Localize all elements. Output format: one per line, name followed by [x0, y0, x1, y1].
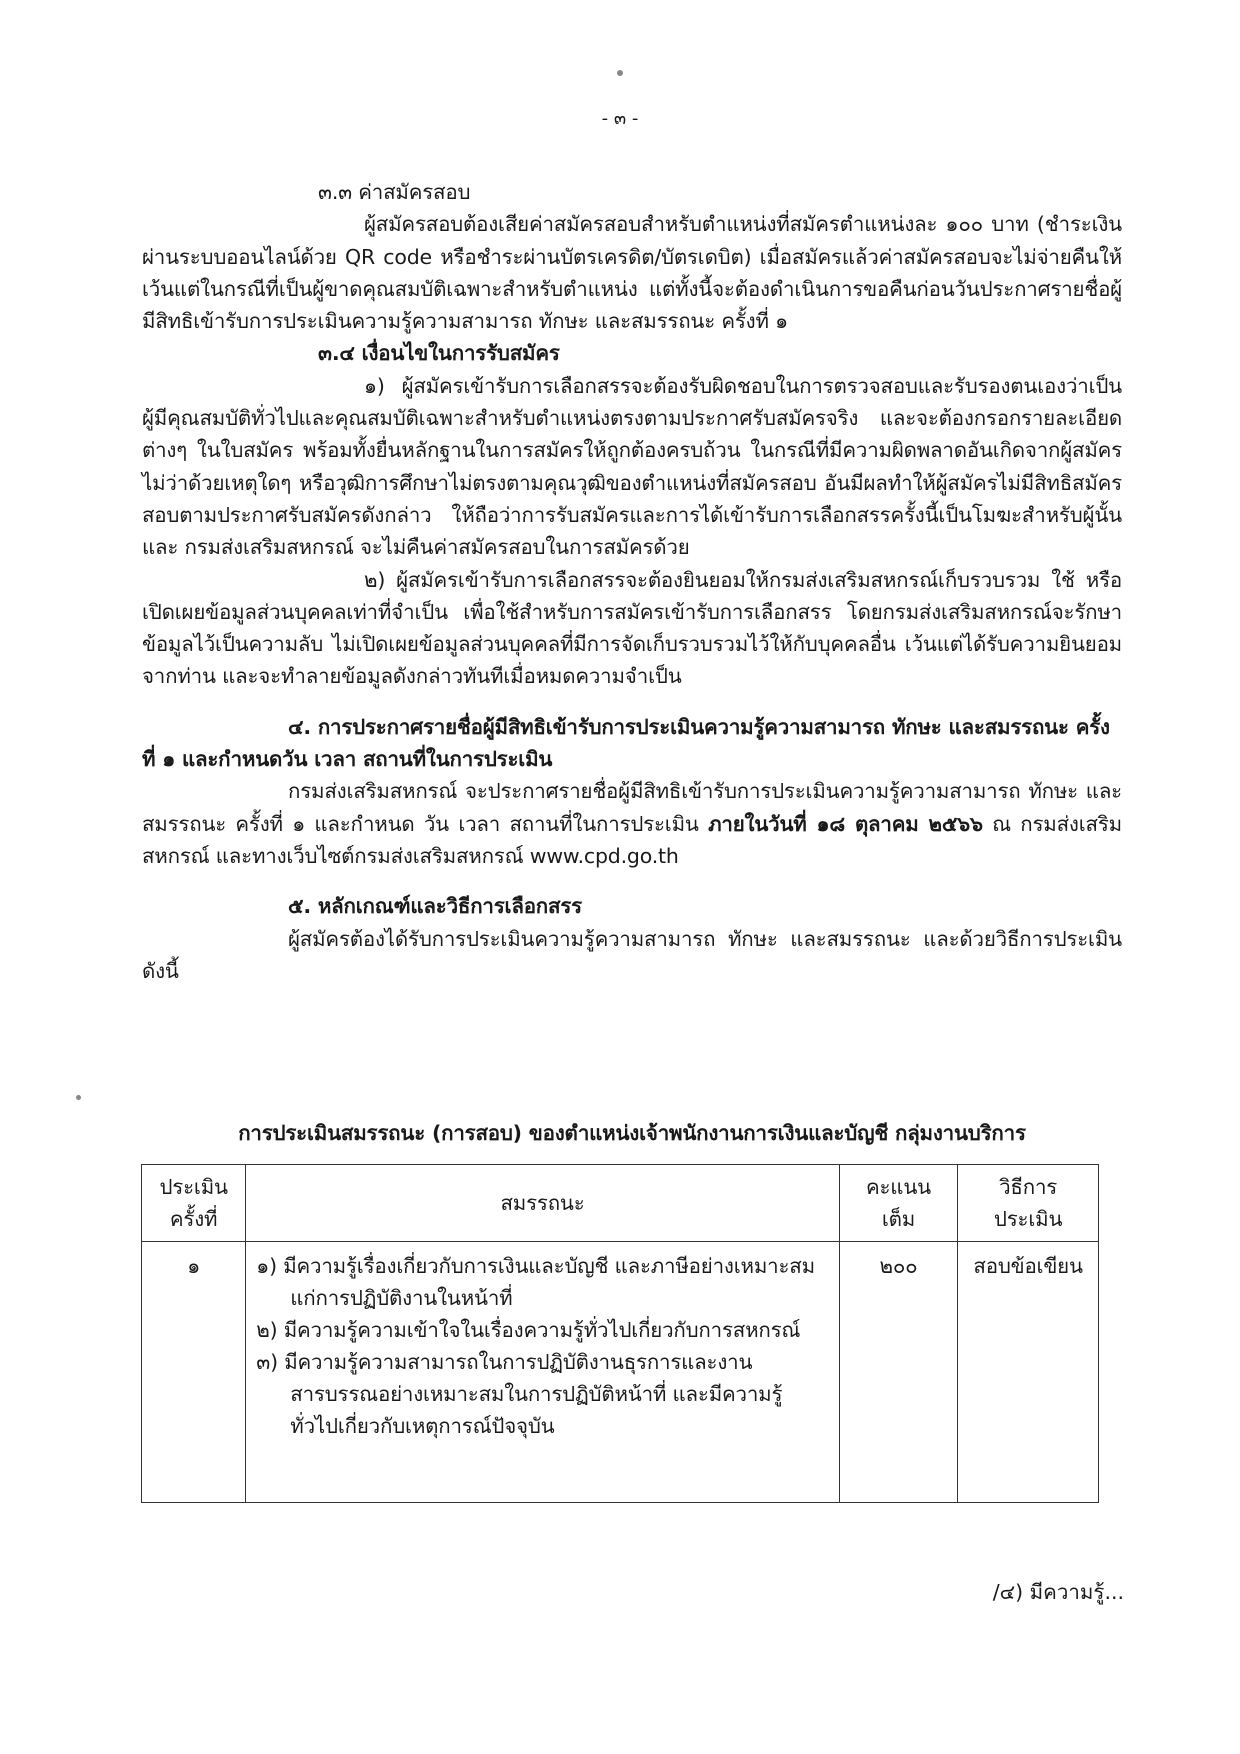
header-score: [839, 1165, 957, 1242]
cell-score: ๒๐๐: [839, 1242, 957, 1503]
header-method-line2: ประเมิน: [993, 1207, 1063, 1231]
header-method: [958, 1165, 1099, 1242]
table-row: [142, 1242, 1099, 1503]
section-4-body-end: ณ กรมส่งเสริมสหกรณ์ และทางเว็บไซต์กรมส่งเสริมสหกรณ์ www.cpd.go.th: [142, 811, 1122, 868]
scan-mark: [76, 1095, 81, 1100]
scan-mark: [617, 70, 623, 76]
table-header-row: [142, 1165, 1099, 1242]
section-4-deadline: ภายในวันที่ ๑๘ ตุลาคม ๒๕๖๖: [708, 811, 983, 836]
cell-round: ๑: [142, 1242, 246, 1503]
section-4-body: [142, 775, 1122, 872]
section-3-4-heading: ๓.๔ เงื่อนไขในการรับสมัคร: [318, 341, 560, 366]
cell-competency: [246, 1242, 839, 1503]
competency-item-3: ๓) มีความรู้ความสามารถในการปฏิบัติงานธุรการและงานสารบรรณอย่างเหมาะสมในการปฏิบัติหน้าที่ และมีความรู้ทั่วไปเกี่ยวกับเหตุการณ์ปัจจุบัน: [256, 1350, 783, 1438]
section-4-body-start: กรมส่งเสริมสหกรณ์ จะประกาศรายชื่อผู้มีสิทธิเข้ารับการประเมินความรู้ความสามารถ ทักษะ และสมรรถนะ ครั้งที่ ๑ และกำหนด วัน เวลา สถานที่ในการประเมิน: [142, 779, 1122, 836]
section-3-3-heading: ๓.๓ ค่าสมัครสอบ: [318, 180, 471, 204]
section-3-4-item-1: ๑) ผู้สมัครเข้ารับการเลือกสรรจะต้องรับผิดชอบในการตรวจสอบและรับรองตนเองว่าเป็นผู้มีคุณสมบัติทั่วไปและคุณสมบัติเฉพาะสำหรับตำแหน่งตรงตามประกาศรับสมัครจริง และจะต้องกรอกรายละเอียดต่างๆ ในใบสมัคร พร้อมทั้งยื่นหลักฐานในการสมัครให้ถูกต้องครบถ้วน ในกรณีที่มีความผิดพลาดอันเกิดจากผู้สมัครไม่ว่าด้วยเหตุใดๆ หรือวุฒิการศึกษาไม่ตรงตามคุณวุฒิของตำแหน่งที่สมัครสอบ อันมีผลทำให้ผู้สมัครไม่มีสิทธิสมัครสอบตามประกาศรับสมัครดังกล่าว ให้ถือว่าการรับสมัครและการได้เข้ารับการเลือกสรรครั้งนี้เป็นโมฆะสำหรับผู้นั้น และ กรมส่งเสริมสหกรณ์ จะไม่คืนค่าสมัครสอบในการสมัครด้วย: [142, 373, 1122, 560]
competency-item-1: ๑) มีความรู้เรื่องเกี่ยวกับการเงินและบัญชี และภาษีอย่างเหมาะสมแก่การปฏิบัติงานในหน้าที่: [256, 1254, 815, 1310]
section-4-heading: ๔. การประกาศรายชื่อผู้มีสิทธิเข้ารับการประเมินความรู้ความสามารถ ทักษะ และสมรรถนะ ครั้งที่ ๑ และกำหนดวัน เวลา สถานที่ในการประเมิน: [142, 714, 1110, 772]
section-3-4-item-2: ๒) ผู้สมัครเข้ารับการเลือกสรรจะต้องยินยอมให้กรมส่งเสริมสหกรณ์เก็บรวบรวม ใช้ หรือเปิดเผยข้อมูลส่วนบุคคลเท่าที่จำเป็น เพื่อใช้สำหรับการสมัครเข้ารับการเลือกสรร โดยกรมส่งเสริมสหกรณ์จะรักษาข้อมูลไว้เป็นความลับ ไม่เปิดเผยข้อมูลส่วนบุคคลที่มีการจัดเก็บรวบรวมไว้ให้กับบุคคลอื่น เว้นแต่ได้รับความยินยอมจากท่าน และจะทำลายข้อมูลดังกล่าวทันทีเมื่อหมดความจำเป็น: [142, 567, 1122, 689]
header-round: [142, 1165, 246, 1242]
section-3-3-body: ผู้สมัครสอบต้องเสียค่าสมัครสอบสำหรับตำแหน่งที่สมัครตำแหน่งละ ๑๐๐ บาท (ชำระเงินผ่านระบบออนไลน์ด้วย QR code หรือชำระผ่านบัตรเครดิต/บัตรเดบิต) เมื่อสมัครแล้วค่าสมัครสอบจะไม่จ่ายคืนให้ เว้นแต่ในกรณีที่เป็นผู้ขาดคุณสมบัติเฉพาะสำหรับตำแหน่ง แต่ทั้งนี้จะต้องดำเนินการขอคืนก่อนวันประกาศรายชื่อผู้มีสิทธิเข้ารับการประเมินความรู้ความสามารถ ทักษะ และสมรรถนะ ครั้งที่ ๑: [142, 212, 1122, 334]
document-body: [142, 176, 1122, 987]
header-method-line1: วิธีการ: [999, 1175, 1058, 1199]
continuation-note: /๔) มีความรู้...: [992, 1580, 1124, 1604]
header-score-line2: เต็ม: [881, 1207, 916, 1231]
section-5-heading: ๕. หลักเกณฑ์และวิธีการเลือกสรร: [288, 894, 582, 919]
header-competency: สมรรถนะ: [246, 1165, 839, 1242]
header-score-line1: คะแนน: [865, 1175, 931, 1199]
cell-method: สอบข้อเขียน: [958, 1242, 1099, 1503]
assessment-table: [141, 1164, 1099, 1503]
competency-item-2: ๒) มีความรู้ความเข้าใจในเรื่องความรู้ทั่วไปเกี่ยวกับการสหกรณ์: [256, 1318, 801, 1342]
table-title: การประเมินสมรรถนะ (การสอบ) ของตำแหน่งเจ้าพนักงานการเงินและบัญชี กลุ่มงานบริการ: [238, 1121, 1026, 1145]
section-5-body: ผู้สมัครต้องได้รับการประเมินความรู้ความสามารถ ทักษะ และสมรรถนะ และด้วยวิธีการประเมินดังนี้: [142, 926, 1122, 983]
header-round-line2: ครั้งที่: [169, 1207, 218, 1231]
header-round-line1: ประเมิน: [159, 1175, 228, 1199]
page-number: - ๓ -: [601, 108, 639, 129]
